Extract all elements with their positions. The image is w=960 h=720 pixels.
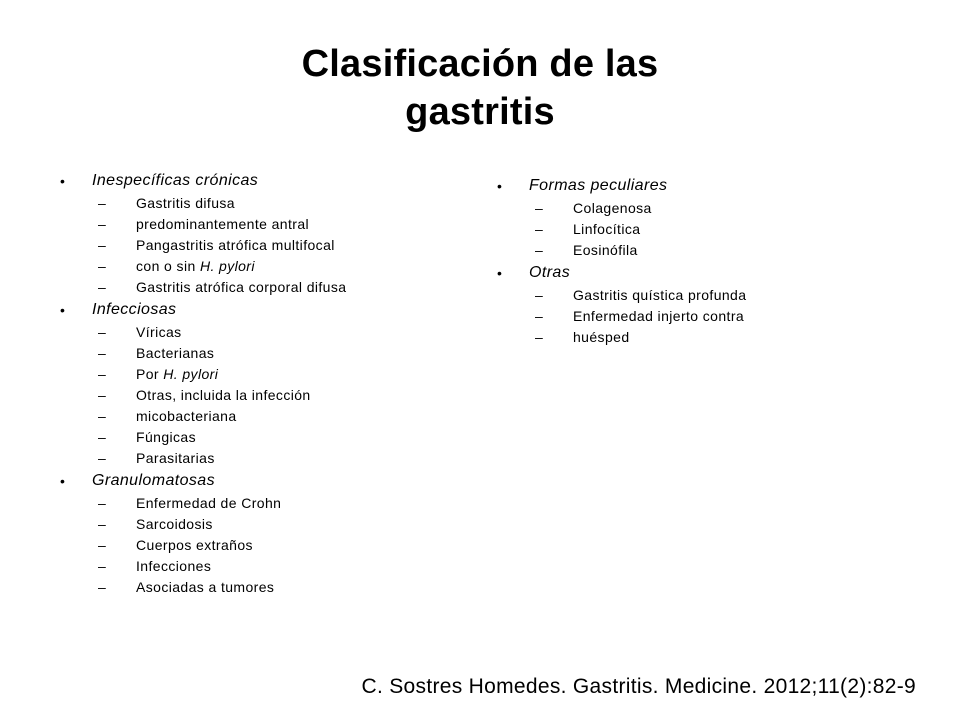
category-label: Inespecíficas crónicas <box>92 172 259 189</box>
subitem-text: Eosinófila <box>573 242 638 258</box>
category-heading <box>60 298 460 322</box>
subitem <box>60 235 460 256</box>
subitem-text: huésped <box>573 329 630 345</box>
subitem-italic-text: H. pylori <box>163 366 219 382</box>
dash-icon: – <box>98 258 107 274</box>
subitem <box>60 193 460 214</box>
subitem-text: predominantemente antral <box>136 216 310 232</box>
category-heading <box>60 169 460 193</box>
category-heading <box>497 261 897 285</box>
dash-icon: – <box>98 429 107 445</box>
bullet-icon: • <box>60 473 66 489</box>
subitem <box>60 514 460 535</box>
subitem <box>60 493 460 514</box>
subitem <box>60 343 460 364</box>
subitem <box>497 219 897 240</box>
subitem <box>60 256 460 277</box>
dash-icon: – <box>535 221 544 237</box>
subitem-text: Gastritis atrófica corporal difusa <box>136 279 347 295</box>
dash-icon: – <box>98 324 107 340</box>
dash-icon: – <box>535 200 544 216</box>
bullet-icon: • <box>60 302 66 318</box>
right-column <box>497 174 897 348</box>
subitem-text: Gastritis quística profunda <box>573 287 747 303</box>
subitem-text: Enfermedad injerto contra <box>573 308 745 324</box>
subitem <box>60 427 460 448</box>
dash-icon: – <box>98 216 107 232</box>
dash-icon: – <box>98 195 107 211</box>
subitem <box>60 535 460 556</box>
subitem <box>60 364 460 385</box>
subitem <box>60 214 460 235</box>
category-heading <box>497 174 897 198</box>
subitem-text: Otras, incluida la infección <box>136 387 311 403</box>
subitem-text: Bacterianas <box>136 345 215 361</box>
dash-icon: – <box>98 387 107 403</box>
subitem-text: Pangastritis atrófica multifocal <box>136 237 335 253</box>
dash-icon: – <box>98 345 107 361</box>
subitem-text: Infecciones <box>136 558 212 574</box>
dash-icon: – <box>98 237 107 253</box>
dash-icon: – <box>98 558 107 574</box>
subitem-text: Víricas <box>136 324 182 340</box>
dash-icon: – <box>98 537 107 553</box>
subitem-text: Parasitarias <box>136 450 215 466</box>
slide-title-line-1: Clasificación de las <box>301 43 659 85</box>
bullet-icon: • <box>60 173 66 189</box>
dash-icon: – <box>98 450 107 466</box>
subitem-text: Gastritis difusa <box>136 195 235 211</box>
dash-icon: – <box>535 242 544 258</box>
subitem <box>60 448 460 469</box>
bullet-icon: • <box>497 178 503 194</box>
subitem <box>497 198 897 219</box>
subitem-text: Por <box>136 366 164 382</box>
category-group <box>497 261 897 348</box>
subitem <box>60 556 460 577</box>
subitem <box>497 240 897 261</box>
dash-icon: – <box>98 408 107 424</box>
category-label: Infecciosas <box>92 301 177 318</box>
dash-icon: – <box>535 308 544 324</box>
subitem-text: Cuerpos extraños <box>136 537 253 553</box>
subitem-text: Fúngicas <box>136 429 197 445</box>
citation: C. Sostres Homedes. Gastritis. Medicine. 2012;11(2):82-9 <box>361 675 916 698</box>
subitem-italic-text: H. pylori <box>199 258 255 274</box>
category-group <box>60 298 460 469</box>
subitem <box>60 322 460 343</box>
dash-icon: – <box>98 366 107 382</box>
subitem <box>60 577 460 598</box>
subitem <box>497 327 897 348</box>
dash-icon: – <box>98 579 107 595</box>
category-group <box>60 169 460 298</box>
category-label: Otras <box>529 264 571 281</box>
subitem-text: con o sin <box>136 258 200 274</box>
subitem <box>60 277 460 298</box>
subitem-text: Colagenosa <box>573 200 652 216</box>
dash-icon: – <box>535 329 544 345</box>
subitem <box>60 385 460 406</box>
slide-title-line-2: gastritis <box>405 91 555 133</box>
slide-title <box>0 40 960 136</box>
subitem-text: Enfermedad de Crohn <box>136 495 282 511</box>
category-group <box>60 469 460 598</box>
category-heading <box>60 469 460 493</box>
subitem-text: Sarcoidosis <box>136 516 213 532</box>
subitem-text: Linfocítica <box>573 221 641 237</box>
category-label: Formas peculiares <box>529 177 668 194</box>
subitem-text: micobacteriana <box>136 408 237 424</box>
category-label: Granulomatosas <box>92 472 215 489</box>
dash-icon: – <box>98 495 107 511</box>
subitem <box>497 306 897 327</box>
dash-icon: – <box>98 279 107 295</box>
category-group <box>497 174 897 261</box>
bullet-icon: • <box>497 265 503 281</box>
subitem-text: Asociadas a tumores <box>136 579 275 595</box>
dash-icon: – <box>535 287 544 303</box>
left-column <box>60 169 460 598</box>
dash-icon: – <box>98 516 107 532</box>
subitem <box>497 285 897 306</box>
subitem <box>60 406 460 427</box>
